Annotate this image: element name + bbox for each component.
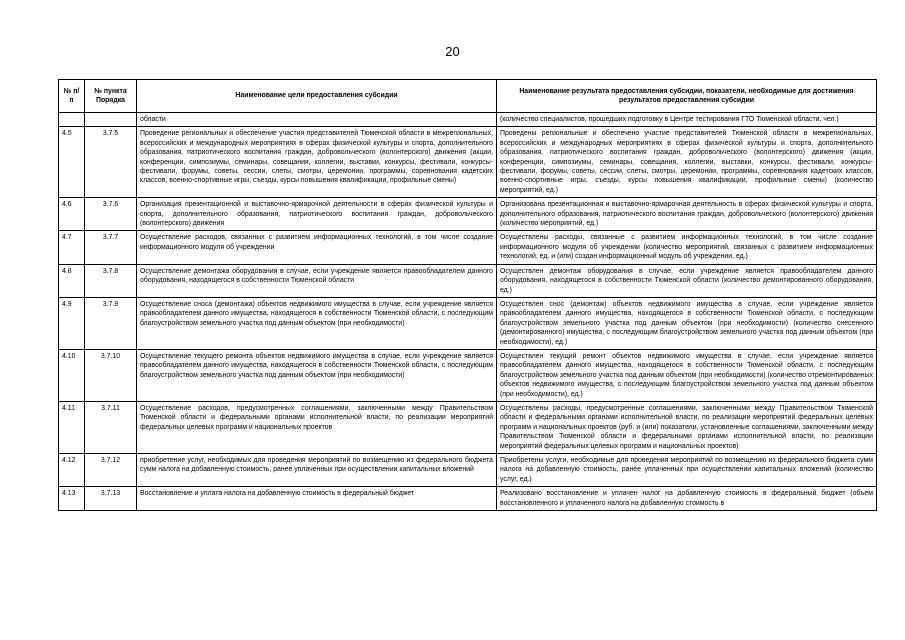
row-subsidy-goal: Осуществление расходов, предусмотренных соглашениями, заключенными между Правительством Тюменской области и федеральными органами исполнительной власти, по реализации мероприятий федеральных целевых программ и национальных проектов — [137, 401, 497, 453]
row-procedure-point: 3.7.5 — [85, 127, 137, 198]
header-procedure-point: № пункта Порядка — [85, 80, 137, 113]
row-subsidy-result: Реализовано восстановление и уплачен налог на добавленную стоимость в федеральный бюджет (объем восстановленного и уплаченного налога на добавленную стоимость в — [497, 487, 877, 511]
table-row — [59, 349, 877, 401]
row-number: 4.6 — [59, 198, 85, 231]
row-number: 4.12 — [59, 454, 85, 487]
row-procedure-point: 3.7.9 — [85, 297, 137, 349]
table-row — [59, 454, 877, 487]
table-row — [59, 401, 877, 453]
row-subsidy-result: Осуществлен демонтаж оборудования в случае, если учреждение является правообладателем данного оборудования, находящегося в собственности Тюменской области (количество демонтированного оборудования, ед.) — [497, 264, 877, 297]
row-number: 4.7 — [59, 231, 85, 264]
header-row — [59, 80, 877, 113]
row-subsidy-goal: Осуществление демонтажа оборудования в случае, если учреждение является правообладателем данного оборудования, находящегося в собственности Тюменской области — [137, 264, 497, 297]
row-subsidy-goal: Осуществление сноса (демонтажа) объектов недвижимого имущества в случае, если учреждение является правообладателем данного имущества, находящегося в собственности Тюменской области, с последующим благоустройством земельного участка под данным объектом (при необходимости) — [137, 297, 497, 349]
row-number: 4.10 — [59, 349, 85, 401]
header-number: № п/п — [59, 80, 85, 113]
row-subsidy-goal: Восстановление и уплата налога на добавленную стоимость в федеральный бюджет — [137, 487, 497, 511]
row-number: 4.9 — [59, 297, 85, 349]
row-procedure-point: 3.7.7 — [85, 231, 137, 264]
row-subsidy-goal: Осуществление расходов, связанных с развитием информационных технологий, в том числе создание информационного модуля об учреждении — [137, 231, 497, 264]
row-number: 4.11 — [59, 401, 85, 453]
row-subsidy-result: Осуществлен текущий ремонт объектов недвижимого имущества в случае, если учреждение является правообладателем данного имущества, находящегося в собственности Тюменской области, с последующим благоустройством земельного участка под данным объектом (при необходимости) (количество отремонтированных объектов недвижимого имущества, с последующим благоустройством земельного участка под данным объектом (при необходимости), ед.) — [497, 349, 877, 401]
row-subsidy-result: Осуществлен снос (демонтаж) объектов недвижимого имущества в случае, если учреждение является правообладателем данного имущества, находящегося в собственности Тюменской области, с последующим благоустройством земельного участка под данным объектом (при необходимости) (количество снесенного (демонтированного) имущества, с последующим благоустройством земельного участка под данным объектом (при необходимости), ед.) — [497, 297, 877, 349]
row-number: 4.13 — [59, 487, 85, 511]
row-number: 4.5 — [59, 127, 85, 198]
row-subsidy-goal: Организация презентационной и выставочно-ярмарочной деятельности в сферах физической культуры и спорта, дополнительного образования, патриотического воспитания граждан, добровольческого (волонтерского) движения — [137, 198, 497, 231]
row-subsidy-result: (количество специалистов, прошедших подготовку в Центре тестирования ГТО Тюменской области, чел.) — [497, 113, 877, 127]
row-procedure-point: 3.7.10 — [85, 349, 137, 401]
row-subsidy-result: Организована презентационная и выставочно-ярмарочная деятельность в сферах физической культуры и спорта, дополнительного образования, патриотического воспитания граждан, добровольческого (волонтерского) движения (количество мероприятий, ед.) — [497, 198, 877, 231]
row-subsidy-goal: области — [137, 113, 497, 127]
table-row — [59, 487, 877, 511]
table-row — [59, 127, 877, 198]
table-row — [59, 264, 877, 297]
row-number — [59, 113, 85, 127]
row-subsidy-goal: приобретение услуг, необходимых для проведения мероприятий по возмещению из федерального бюджета сумм налога на добавленную стоимость, ранее уплаченных при осуществлении капитальных вложений — [137, 454, 497, 487]
subsidies-table — [58, 79, 877, 511]
header-subsidy-result: Наименование результата предоставления субсидии, показатели, необходимые для достижения результатов предоставления субсидии — [497, 80, 877, 113]
row-procedure-point — [85, 113, 137, 127]
row-procedure-point: 3.7.6 — [85, 198, 137, 231]
row-subsidy-result: Осуществлены расходы, предусмотренные соглашениями, заключенными между Правительством Тюменской области и федеральными органами исполнительной власти, по реализации мероприятий федеральных целевых программ и национальных проектов (руб. и (или) показатели, установленные соглашениями, заключенными между Правительством Тюменской области и федеральными органами исполнительной власти, по реализации мероприятий федеральных целевых программ и национальных проектов) — [497, 401, 877, 453]
row-subsidy-goal: Осуществление текущего ремонта объектов недвижимого имущества в случае, если учреждение является правообладателем данного имущества, находящегося в собственности Тюменской области, с последующим благоустройством земельного участка под данным объектом (при необходимости) — [137, 349, 497, 401]
row-subsidy-result: Проведены региональные и обеспечено участие представителей Тюменской области в межрегиональных, всероссийских и международных мероприятиях в сферах физической культуры и спорта, дополнительного образования, патриотического воспитания граждан, добровольческого (волонтерского) движения (акции, конференции, симпозиумы, семинары, совещания, коллегии, выставки, конкурсы, фестивали, конкурсы-фестивали, форумы, советы, сессии, слеты, смотры, церемонии, программы, соревнования кадетских классов, военно-спортивные игры, съезды, курсы повышения квалификации, профильные смены) (количество мероприятий, ед.) — [497, 127, 877, 198]
row-procedure-point: 3.7.11 — [85, 401, 137, 453]
page-number: 20 — [445, 44, 460, 59]
row-procedure-point: 3.7.12 — [85, 454, 137, 487]
table-header — [59, 80, 877, 113]
table-row — [59, 297, 877, 349]
row-subsidy-result: Приобретены услуги, необходимые для проведения мероприятий по возмещению из федерального бюджета сумм налога на добавленную стоимость, ранее уплаченных при осуществлении капитальных вложений (количество услуг, ед.) — [497, 454, 877, 487]
row-subsidy-goal: Проведение региональных и обеспечение участия представителей Тюменской области в межрегиональных, всероссийских и международных мероприятиях в сферах физической культуры и спорта, дополнительного образования, патриотического воспитания граждан, добровольческого (волонтерского) движения (акции, конференции, симпозиумы, семинары, совещания, коллегии, выставки, конкурсы, фестивали, конкурсы-фестивали, форумы, советы, сессии, слеты, смотры, церемонии, программы, соревнования кадетских классов, военно-спортивные игры, съезды, курсы повышения квалификации, профильные смены) — [137, 127, 497, 198]
header-subsidy-goal: Наименование цели предоставления субсидии — [137, 80, 497, 113]
row-procedure-point: 3.7.8 — [85, 264, 137, 297]
table-row — [59, 231, 877, 264]
table-row — [59, 198, 877, 231]
row-number: 4.8 — [59, 264, 85, 297]
row-subsidy-result: Осуществлены расходы, связанные с развитием информационных технологий, в том числе создание информационного модуля об учреждении (количество мероприятий, связанных с развитием информационных технологий, ед. и (или) создан информационный модуль об учреждении, ед.) — [497, 231, 877, 264]
row-procedure-point: 3.7.13 — [85, 487, 137, 511]
table-row — [59, 113, 877, 127]
